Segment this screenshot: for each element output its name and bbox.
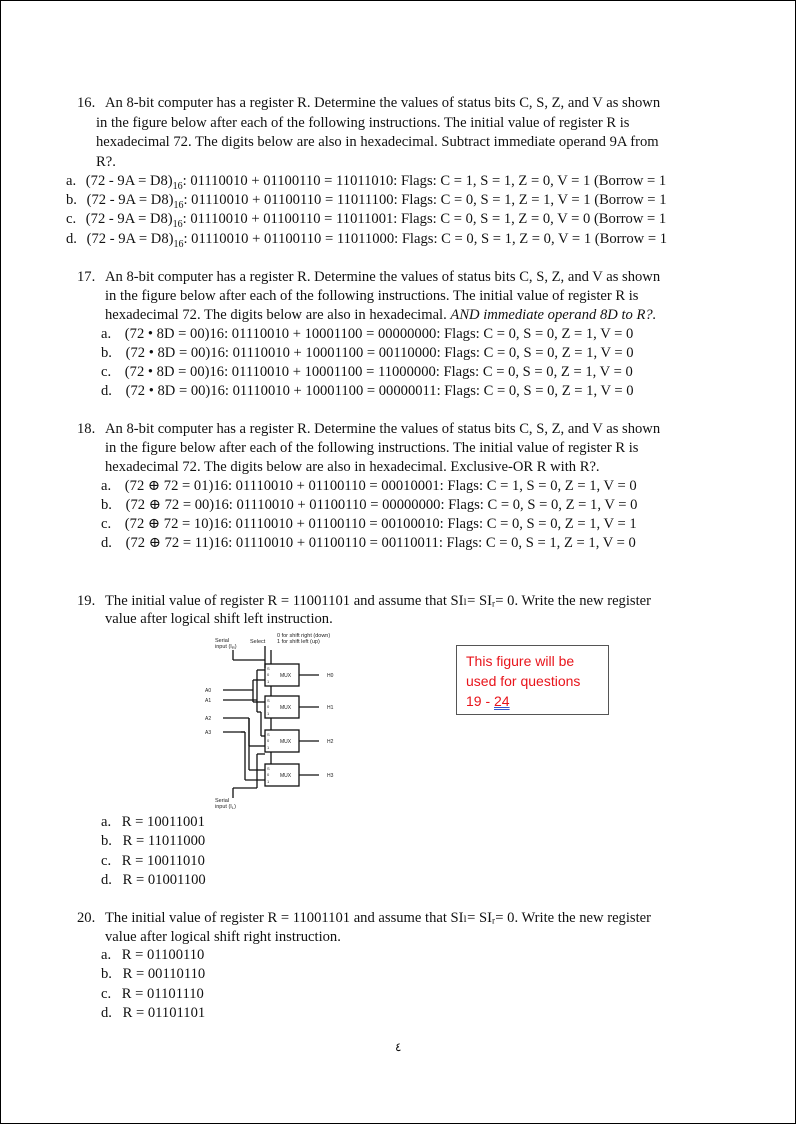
option-a[interactable] <box>101 946 204 966</box>
serial-in-right-label: Serial <box>215 638 230 644</box>
option-text: (72 ⊕ 72 = 10)16: 01110010 + 01100110 = 00100010: Flags: C = 0, S = 0, Z = 1, V = 1 <box>124 516 637 532</box>
option-c[interactable] <box>101 852 205 872</box>
option-subscript: 16 <box>172 218 183 230</box>
option-letter: b. <box>66 192 77 208</box>
output-h1-label: H1 <box>327 705 334 711</box>
option-d[interactable] <box>101 871 206 891</box>
option-letter: c. <box>66 211 77 227</box>
option-letter: c. <box>101 986 112 1002</box>
option-a[interactable] <box>101 813 205 833</box>
output-h0-label: H0 <box>327 673 334 679</box>
option-letter: a. <box>101 326 112 342</box>
option-expr: (72 - 9A = D8) <box>86 192 174 208</box>
question-text: An 8-bit computer has a register R. Determine the values of status bits C, S, Z, and V as shown <box>105 269 661 285</box>
select-label: Select <box>250 639 266 645</box>
option-letter: a. <box>66 173 77 189</box>
option-text: (72 • 8D = 00)16: 01110010 + 10001100 = 11000000: Flags: C = 0, S = 0, Z = 1, V = 0 <box>124 364 633 380</box>
option-letter: b. <box>101 497 112 513</box>
mux-label: MUX <box>280 705 292 711</box>
question-text <box>105 306 656 326</box>
mux-label: MUX <box>280 673 292 679</box>
mux-zero-label: 0 <box>267 672 270 677</box>
input-a1-label: A1 <box>205 698 212 704</box>
mux-label: MUX <box>280 773 292 779</box>
serial-in-left-label2: input (IL) <box>215 804 236 810</box>
output-h2-label: H2 <box>327 739 334 745</box>
shift-mux-figure <box>195 630 355 816</box>
option-letter: c. <box>101 516 112 532</box>
mux-zero-label: 0 <box>267 704 270 709</box>
question-text: The initial value of register R = 11001101 and assume that SIₗ= SIᵣ= 0. Write the new register <box>105 910 651 926</box>
option-letter: b. <box>101 833 112 849</box>
option-d[interactable] <box>66 230 667 254</box>
select-1-label: 1 for shift left (up) <box>277 639 320 645</box>
option-text: : 01110010 + 01100110 = 11011001: Flags: C = 0, S = 1, Z = 0, V = 0 (Borrow = 1 <box>182 211 667 227</box>
figure-note-box <box>456 645 609 715</box>
question-number: 20. <box>77 910 96 926</box>
question-text: R?. <box>96 154 116 170</box>
question-text: in the figure below after each of the following instructions. The initial value of register R is <box>105 288 639 304</box>
select-0-label: 0 for shift right (down) <box>277 633 331 639</box>
option-text: R = 01100110 <box>121 947 205 963</box>
mux-zero-label: 0 <box>267 738 270 743</box>
option-letter: d. <box>101 383 112 399</box>
option-letter: a. <box>101 478 112 494</box>
option-text: (72 • 8D = 00)16: 01110010 + 10001100 = 00000000: Flags: C = 0, S = 0, Z = 1, V = 0 <box>124 326 634 342</box>
question-text: An 8-bit computer has a register R. Determine the values of status bits C, S, Z, and V as shown <box>105 95 661 111</box>
option-text: (72 ⊕ 72 = 11)16: 01110010 + 01100110 = 00110011: Flags: C = 0, S = 1, Z = 1, V = 0 <box>125 535 636 551</box>
input-a2-label: A2 <box>205 716 212 722</box>
option-b[interactable] <box>101 832 205 852</box>
option-d[interactable] <box>101 534 636 554</box>
option-text: R = 01001100 <box>122 872 206 888</box>
note-line: This figure will be <box>466 653 575 669</box>
option-d[interactable] <box>101 382 634 402</box>
option-c[interactable] <box>101 515 637 535</box>
option-a[interactable] <box>101 325 633 345</box>
note-line <box>466 691 608 711</box>
option-subscript: 16 <box>173 238 184 250</box>
option-letter: c. <box>101 364 112 380</box>
mux-s-label: S <box>267 732 270 737</box>
option-text: R = 10011010 <box>121 853 205 869</box>
option-letter: d. <box>66 231 77 247</box>
question-text: hexadecimal 72. The digits below are also in hexadecimal. Exclusive-OR R with R?. <box>105 459 600 475</box>
question-text: An 8-bit computer has a register R. Determine the values of status bits C, S, Z, and V as shown <box>105 421 661 437</box>
option-letter: d. <box>101 872 112 888</box>
option-text: R = 10011001 <box>121 814 205 830</box>
question-number: 16. <box>77 95 96 111</box>
question-text: value after logical shift left instruction. <box>105 611 333 627</box>
mux-one-label: 1 <box>267 745 270 750</box>
option-text: R = 01101101 <box>122 1005 206 1021</box>
option-b[interactable] <box>101 344 634 364</box>
note-line: used for questions <box>466 673 581 689</box>
input-a0-label: A0 <box>205 688 212 694</box>
option-d[interactable] <box>101 1004 205 1024</box>
question-text: in the figure below after each of the following instructions. The initial value of register R is <box>105 440 639 456</box>
mux-label: MUX <box>280 739 292 745</box>
serial-in-left-label: Serial <box>215 798 230 804</box>
question-number: 17. <box>77 269 96 285</box>
option-c[interactable] <box>101 363 633 383</box>
question-text-plain: hexadecimal 72. The digits below are also in hexadecimal. <box>105 307 451 323</box>
option-letter: a. <box>101 947 112 963</box>
question-text-italic: AND immediate operand 8D to R?. <box>450 307 657 323</box>
option-text: R = 00110110 <box>122 966 206 982</box>
question-text: value after logical shift right instruction. <box>105 929 341 945</box>
option-text: R = 11011000 <box>122 833 206 849</box>
option-c[interactable] <box>101 985 204 1005</box>
question-text: The initial value of register R = 11001101 and assume that SIₗ= SIᵣ= 0. Write the new register <box>105 593 651 609</box>
mux-s-label: S <box>267 766 270 771</box>
option-text: : 01110010 + 01100110 = 11011010: Flags: C = 1, S = 1, Z = 0, V = 1 (Borrow = 1 <box>182 173 667 189</box>
option-letter: b. <box>101 966 112 982</box>
mux-s-label: S <box>267 698 270 703</box>
mux-one-label: 1 <box>267 711 270 716</box>
option-expr: (72 - 9A = D8) <box>86 231 174 247</box>
mux-one-label: 1 <box>267 679 270 684</box>
option-a[interactable] <box>101 477 637 497</box>
option-b[interactable] <box>101 496 637 516</box>
option-text: (72 ⊕ 72 = 01)16: 01110010 + 01100110 = 00010001: Flags: C = 1, S = 0, Z = 1, V = 0 <box>124 478 637 494</box>
question-text: in the figure below after each of the following instructions. The initial value of register R is <box>96 115 630 131</box>
mux-one-label: 1 <box>267 779 270 784</box>
option-subscript: 16 <box>173 199 184 211</box>
option-text: (72 ⊕ 72 = 00)16: 01110010 + 01100110 = 00000000: Flags: C = 0, S = 0, Z = 1, V = 0 <box>125 497 638 513</box>
mux-s-label: S <box>267 666 270 671</box>
note-text: 19 - <box>466 693 495 709</box>
question-text: hexadecimal 72. The digits below are also in hexadecimal. Subtract immediate operand 9A from <box>96 134 659 150</box>
option-expr: (72 - 9A = D8) <box>85 173 173 189</box>
output-h3-label: H3 <box>327 773 334 779</box>
question-number: 18. <box>77 421 96 437</box>
option-text: : 01110010 + 01100110 = 11011100: Flags: C = 0, S = 1, Z = 1, V = 1 (Borrow = 1 <box>183 192 667 208</box>
option-letter: b. <box>101 345 112 361</box>
option-b[interactable] <box>101 965 205 985</box>
page-number: ٤ <box>395 1040 402 1054</box>
option-letter: d. <box>101 535 112 551</box>
mux-zero-label: 0 <box>267 772 270 777</box>
option-text: : 01110010 + 01100110 = 11011000: Flags: C = 0, S = 1, Z = 0, V = 1 (Borrow = 1 <box>183 231 668 247</box>
option-text: (72 • 8D = 00)16: 01110010 + 10001100 = 00000011: Flags: C = 0, S = 0, Z = 1, V = 0 <box>125 383 634 399</box>
serial-in-right-label2: input (IR) <box>215 644 237 650</box>
option-subscript: 16 <box>172 180 183 192</box>
note-underlined-text: 24 <box>494 693 510 709</box>
option-letter: d. <box>101 1005 112 1021</box>
option-letter: c. <box>101 853 112 869</box>
option-letter: a. <box>101 814 112 830</box>
option-text: R = 01101110 <box>121 986 204 1002</box>
option-expr: (72 - 9A = D8) <box>85 211 173 227</box>
question-number: 19. <box>77 593 96 609</box>
input-a3-label: A3 <box>205 730 212 736</box>
option-text: (72 • 8D = 00)16: 01110010 + 10001100 = 00110000: Flags: C = 0, S = 0, Z = 1, V = 0 <box>125 345 634 361</box>
